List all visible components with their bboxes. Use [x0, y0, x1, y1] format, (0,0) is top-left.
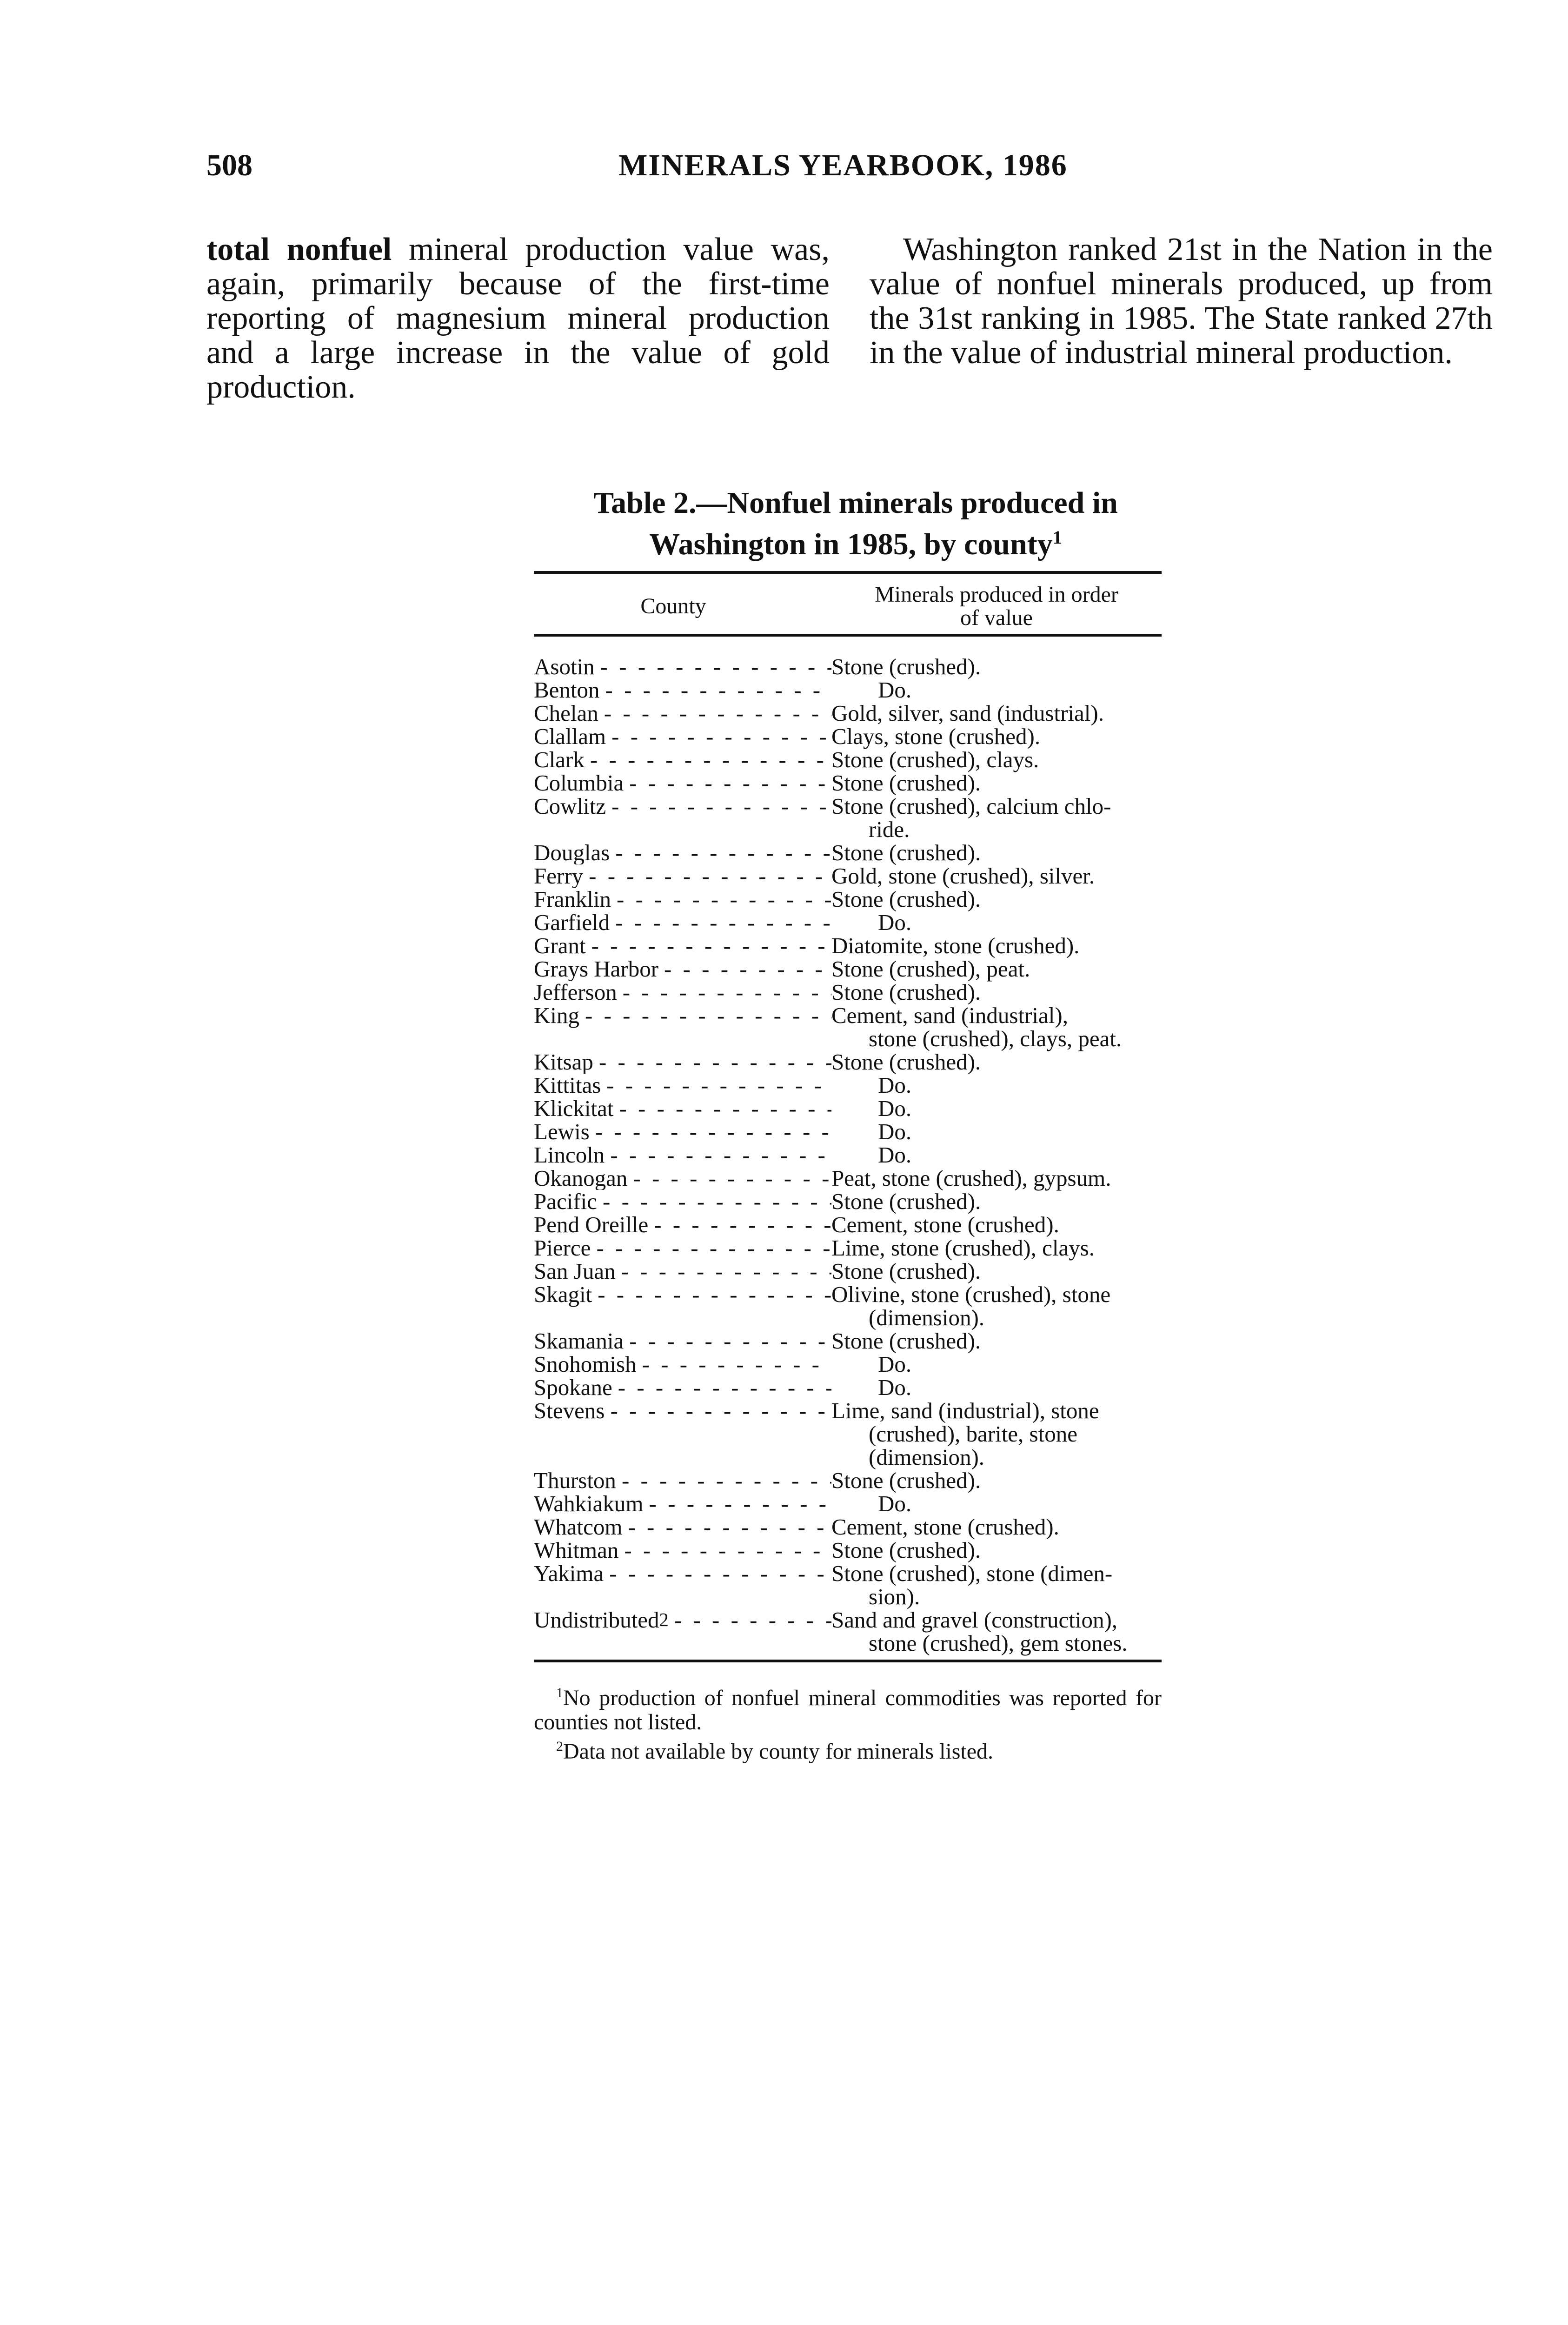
county-name: Stevens — [534, 1399, 605, 1423]
county-cell — [534, 655, 831, 678]
county-cell — [534, 934, 831, 957]
county-name: Klickitat — [534, 1097, 614, 1120]
minerals-cell — [831, 864, 1162, 888]
minerals-line: Stone (crushed). — [831, 1537, 981, 1563]
dot-leader — [593, 1050, 831, 1074]
dot-leader — [590, 1120, 831, 1143]
county-cell — [534, 1120, 831, 1143]
dot-leader — [612, 1376, 831, 1399]
county-cell — [534, 1213, 831, 1236]
minerals-line: Do. — [878, 1142, 912, 1168]
dot-leader — [591, 1236, 831, 1260]
county-name: Clark — [534, 748, 585, 771]
dot-leader — [605, 1143, 831, 1167]
county-cell — [534, 1074, 831, 1097]
column-header-minerals — [831, 583, 1162, 630]
table-title-line2 — [484, 520, 1228, 562]
table-row — [534, 1353, 1162, 1376]
left-column-text — [206, 232, 830, 405]
minerals-line: Gold, silver, sand (industrial). — [831, 700, 1104, 726]
table-row — [534, 864, 1162, 888]
table-body — [534, 637, 1162, 1660]
minerals-line: Cement, sand (industrial), — [831, 1003, 1068, 1028]
county-name: Jefferson — [534, 981, 617, 1004]
county-cell — [534, 1236, 831, 1260]
county-name: Pacific — [534, 1190, 598, 1213]
minerals-line: Stone (crushed). — [831, 886, 981, 912]
dot-leader — [605, 1399, 831, 1469]
minerals-line: Stone (crushed). — [831, 840, 981, 865]
dot-leader — [658, 957, 831, 981]
footnote-text: No production of nonfuel mineral commodities was reported for counties not listed. — [534, 1686, 1162, 1734]
county-name: Columbia — [534, 771, 624, 795]
county-cell — [534, 1539, 831, 1562]
minerals-cell — [831, 725, 1162, 748]
county-name: Spokane — [534, 1376, 612, 1399]
dot-leader — [597, 1190, 831, 1213]
minerals-line: Do. — [878, 677, 912, 703]
county-name: Skagit — [534, 1283, 592, 1307]
minerals-cell — [831, 1353, 1162, 1376]
table-row — [534, 1097, 1162, 1120]
county-cell — [534, 1097, 831, 1120]
table-row — [534, 1074, 1162, 1097]
dot-leader — [595, 655, 831, 678]
table-row — [534, 1329, 1162, 1353]
dot-leader — [637, 1353, 831, 1376]
column-header-minerals-line2: of value — [960, 605, 1033, 630]
minerals-line: (crushed), barite, stone — [869, 1421, 1077, 1447]
minerals-cell — [831, 1143, 1162, 1167]
table-title-line2-text: Washington in 1985, by county — [649, 527, 1053, 561]
table-row — [534, 1399, 1162, 1469]
footnotes — [534, 1681, 1162, 1764]
minerals-line: (dimension). — [869, 1305, 985, 1330]
county-name: Garfield — [534, 911, 610, 934]
minerals-line: Olivine, stone (crushed), stone — [831, 1282, 1111, 1307]
county-cell — [534, 1515, 831, 1539]
table-row — [534, 888, 1162, 911]
table-row — [534, 911, 1162, 934]
county-name: Benton — [534, 678, 600, 702]
table-title-footnote-mark: 1 — [1052, 527, 1062, 548]
county-cell — [534, 1050, 831, 1074]
minerals-cell — [831, 1097, 1162, 1120]
table-row — [534, 1283, 1162, 1329]
minerals-line: (dimension). — [869, 1444, 985, 1470]
table-row — [534, 702, 1162, 725]
table-row — [534, 1608, 1162, 1655]
minerals-line: Lime, stone (crushed), clays. — [831, 1235, 1095, 1261]
table-row — [534, 1492, 1162, 1515]
minerals-line: Lime, sand (industrial), stone — [831, 1398, 1099, 1423]
dot-leader — [611, 888, 831, 911]
county-cell — [534, 748, 831, 771]
county-name: Whatcom — [534, 1515, 623, 1539]
minerals-cell — [831, 655, 1162, 678]
minerals-cell — [831, 678, 1162, 702]
county-name: San Juan — [534, 1260, 616, 1283]
minerals-cell — [831, 1608, 1162, 1655]
county-cell — [534, 1167, 831, 1190]
county-name: Whitman — [534, 1539, 619, 1562]
footnote-mark: 1 — [556, 1685, 563, 1701]
county-name: Asotin — [534, 655, 595, 678]
table-row — [534, 1236, 1162, 1260]
dot-leader — [624, 1329, 831, 1353]
county-name: Undistributed — [534, 1608, 659, 1633]
dot-leader — [601, 1074, 831, 1097]
minerals-cell — [831, 1050, 1162, 1074]
dot-leader — [598, 702, 831, 725]
county-cell — [534, 771, 831, 795]
dot-leader — [610, 911, 831, 934]
minerals-cell — [831, 1213, 1162, 1236]
minerals-cell — [831, 771, 1162, 795]
county-name: King — [534, 1004, 579, 1028]
county-name: Kittitas — [534, 1074, 601, 1097]
table-row — [534, 934, 1162, 957]
county-cell — [534, 864, 831, 888]
minerals-cell — [831, 1329, 1162, 1353]
county-cell — [534, 1283, 831, 1329]
dot-leader — [583, 864, 831, 888]
county-name: Thurston — [534, 1469, 616, 1492]
county-cell — [534, 1143, 831, 1167]
minerals-line: Do. — [878, 1119, 912, 1144]
county-cell — [534, 1329, 831, 1353]
minerals-line: Cement, stone (crushed). — [831, 1212, 1059, 1237]
minerals-line: Stone (crushed), calcium chlo- — [831, 793, 1111, 819]
table-row — [534, 1190, 1162, 1213]
county-cell — [534, 981, 831, 1004]
county-name: Lewis — [534, 1120, 590, 1143]
table-row — [534, 771, 1162, 795]
minerals-line: Diatomite, stone (crushed). — [831, 933, 1080, 958]
dot-leader — [616, 1260, 831, 1283]
minerals-cell — [831, 957, 1162, 981]
county-name: Chelan — [534, 702, 598, 725]
minerals-cell — [831, 1260, 1162, 1283]
minerals-cell — [831, 1190, 1162, 1213]
dot-leader — [610, 841, 831, 864]
minerals-line: Stone (crushed). — [831, 654, 981, 679]
minerals-cell — [831, 702, 1162, 725]
county-cell — [534, 702, 831, 725]
table-bottom-rule — [534, 1660, 1162, 1662]
table-row — [534, 1167, 1162, 1190]
county-name: Pierce — [534, 1236, 591, 1260]
table-row — [534, 841, 1162, 864]
minerals-line: Stone (crushed). — [831, 1328, 981, 1354]
minerals-cell — [831, 1515, 1162, 1539]
dot-leader — [586, 934, 831, 957]
dot-leader — [618, 1539, 831, 1562]
minerals-line: Do. — [878, 1096, 912, 1121]
minerals-line: Do. — [878, 1072, 912, 1098]
minerals-cell — [831, 1469, 1162, 1492]
county-cell — [534, 1399, 831, 1469]
county-cell — [534, 1492, 831, 1515]
dot-leader — [669, 1608, 831, 1655]
minerals-line: Gold, stone (crushed), silver. — [831, 863, 1095, 889]
minerals-cell — [831, 1120, 1162, 1143]
table-row — [534, 1539, 1162, 1562]
column-header-county: County — [640, 594, 706, 618]
county-name: Okanogan — [534, 1167, 628, 1190]
dot-leader — [606, 795, 831, 841]
table-row — [534, 1050, 1162, 1074]
minerals-line: Do. — [878, 910, 912, 935]
minerals-cell — [831, 1167, 1162, 1190]
minerals-line: Stone (crushed). — [831, 1468, 981, 1493]
table-row — [534, 678, 1162, 702]
minerals-line: Stone (crushed). — [831, 1258, 981, 1284]
minerals-cell — [831, 1539, 1162, 1562]
county-name: Grays Harbor — [534, 957, 659, 981]
table-row — [534, 1143, 1162, 1167]
minerals-line: Sand and gravel (construction), — [831, 1607, 1118, 1633]
county-name: Pend Oreille — [534, 1213, 649, 1236]
dot-leader — [648, 1213, 831, 1236]
table-row — [534, 1213, 1162, 1236]
minerals-cell — [831, 1283, 1162, 1329]
minerals-line: Stone (crushed), clays. — [831, 747, 1039, 772]
left-column-lead: total nonfuel — [206, 232, 392, 267]
table-row — [534, 748, 1162, 771]
table-title — [484, 486, 1228, 562]
minerals-cell — [831, 841, 1162, 864]
dot-leader — [613, 1097, 831, 1120]
table-row — [534, 1120, 1162, 1143]
table-row — [534, 1004, 1162, 1050]
table-row — [534, 1260, 1162, 1283]
table-row — [534, 725, 1162, 748]
minerals-line: Stone (crushed). — [831, 1049, 981, 1075]
county-name: Grant — [534, 934, 586, 957]
minerals-cell — [831, 1492, 1162, 1515]
minerals-line: Cement, stone (crushed). — [831, 1514, 1059, 1540]
minerals-line: Do. — [878, 1375, 912, 1400]
county-name: Cowlitz — [534, 795, 606, 819]
dot-leader — [617, 981, 831, 1004]
table-row — [534, 1376, 1162, 1399]
table-row — [534, 795, 1162, 841]
right-column-text: Washington ranked 21st in the Nation in the value of nonfuel minerals produced, up from the 31st ranking in 1985. The State ranked 27th in the value of industrial mineral production. — [870, 232, 1493, 371]
minerals-cell — [831, 1074, 1162, 1097]
county-cell — [534, 1562, 831, 1608]
county-cell — [534, 725, 831, 748]
minerals-cell — [831, 1399, 1162, 1469]
minerals-line: ride. — [869, 817, 910, 842]
footnote — [534, 1734, 1162, 1764]
county-name: Yakima — [534, 1562, 604, 1586]
table-row — [534, 1469, 1162, 1492]
column-header-minerals-line1: Minerals produced in order — [875, 582, 1118, 607]
county-cell — [534, 1376, 831, 1399]
county-cell — [534, 1469, 831, 1492]
minerals-line: Stone (crushed). — [831, 770, 981, 796]
minerals-cell — [831, 1562, 1162, 1608]
county-name: Franklin — [534, 888, 611, 911]
county-name: Douglas — [534, 841, 610, 864]
minerals-table — [534, 571, 1162, 1662]
table-row — [534, 981, 1162, 1004]
minerals-line: sion). — [869, 1584, 920, 1609]
table-title-line1: Table 2.—Nonfuel minerals produced in — [593, 486, 1118, 520]
left-column-body: mineral production value was, again, primarily because of the first-time reporting of magnesium mineral production and a large increase in the value of gold production. — [206, 232, 830, 405]
minerals-cell — [831, 888, 1162, 911]
page-number: 508 — [206, 148, 252, 182]
county-cell — [534, 1353, 831, 1376]
table-header — [534, 574, 1162, 634]
county-cell — [534, 957, 831, 981]
county-name: Kitsap — [534, 1050, 593, 1074]
minerals-line: stone (crushed), gem stones. — [869, 1630, 1128, 1656]
county-name: Clallam — [534, 725, 606, 748]
footnote-mark: 2 — [556, 1739, 563, 1754]
minerals-cell — [831, 934, 1162, 957]
dot-leader — [592, 1283, 831, 1329]
county-cell — [534, 1608, 831, 1655]
county-name: Lincoln — [534, 1143, 605, 1167]
county-cell — [534, 1260, 831, 1283]
county-name: Skamania — [534, 1329, 624, 1353]
minerals-cell — [831, 748, 1162, 771]
county-footnote-mark: 2 — [659, 1609, 669, 1630]
minerals-line: Stone (crushed), stone (dimen- — [831, 1561, 1113, 1586]
minerals-cell — [831, 1376, 1162, 1399]
footnote — [534, 1681, 1162, 1734]
minerals-line: Stone (crushed), peat. — [831, 956, 1030, 982]
minerals-cell — [831, 911, 1162, 934]
minerals-line: Do. — [878, 1491, 912, 1516]
table-row — [534, 1515, 1162, 1539]
table-row — [534, 957, 1162, 981]
footnote-text: Data not available by county for minerals listed. — [563, 1739, 994, 1764]
minerals-line: Stone (crushed). — [831, 979, 981, 1005]
minerals-cell — [831, 795, 1162, 841]
county-cell — [534, 1190, 831, 1213]
dot-leader — [604, 1562, 831, 1608]
county-name: Ferry — [534, 864, 584, 888]
dot-leader — [606, 725, 831, 748]
dot-leader — [644, 1492, 831, 1515]
dot-leader — [624, 771, 831, 795]
county-cell — [534, 1004, 831, 1050]
table-row — [534, 1562, 1162, 1608]
dot-leader — [622, 1515, 831, 1539]
minerals-line: Peat, stone (crushed), gypsum. — [831, 1165, 1111, 1191]
county-cell — [534, 795, 831, 841]
dot-leader — [627, 1167, 831, 1190]
county-cell — [534, 841, 831, 864]
minerals-line: Clays, stone (crushed). — [831, 724, 1041, 749]
dot-leader — [600, 678, 831, 702]
dot-leader — [585, 748, 831, 771]
dot-leader — [579, 1004, 831, 1050]
county-name: Snohomish — [534, 1353, 637, 1376]
dot-leader — [616, 1469, 831, 1492]
county-name: Wahkiakum — [534, 1492, 644, 1515]
running-head: MINERALS YEARBOOK, 1986 — [618, 148, 1068, 182]
minerals-cell — [831, 1004, 1162, 1050]
table-row — [534, 655, 1162, 678]
county-cell — [534, 678, 831, 702]
minerals-cell — [831, 1236, 1162, 1260]
minerals-line: Stone (crushed). — [831, 1189, 981, 1214]
county-cell — [534, 911, 831, 934]
county-cell — [534, 888, 831, 911]
minerals-cell — [831, 981, 1162, 1004]
minerals-line: stone (crushed), clays, peat. — [869, 1026, 1122, 1051]
minerals-line: Do. — [878, 1351, 912, 1377]
